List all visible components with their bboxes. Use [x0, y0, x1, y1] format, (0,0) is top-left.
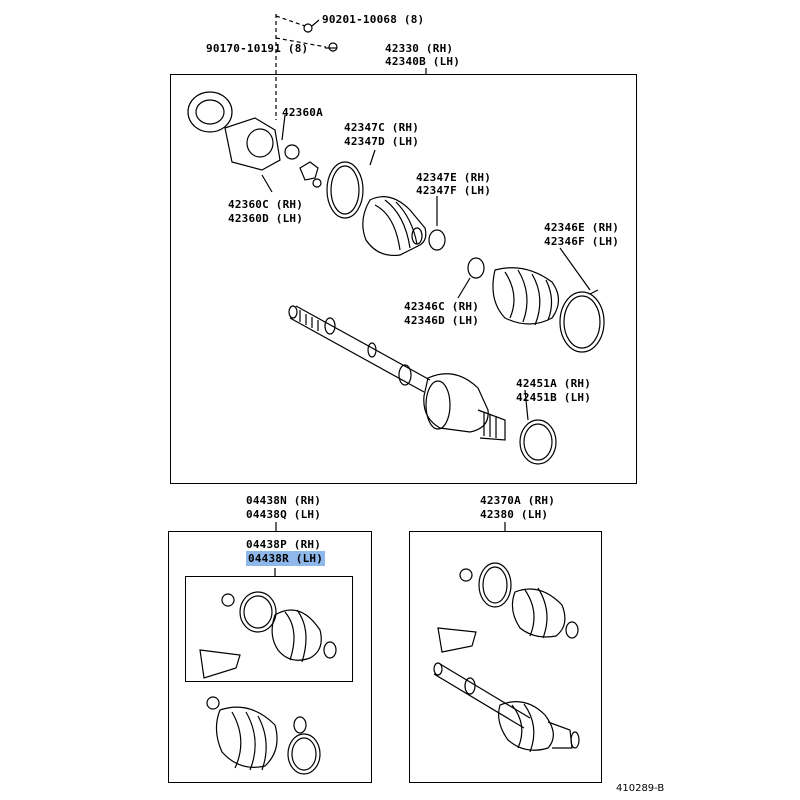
- hub-flange-icon: [188, 92, 232, 132]
- label-nut: 90201-10068 (8): [322, 13, 425, 26]
- label-kit1-rh: 04438N (RH): [246, 494, 322, 507]
- nut-icon: [304, 24, 312, 32]
- label-kit2-rh: 04438P (RH): [246, 538, 322, 551]
- label-band2-lh: 42347F (LH): [416, 184, 492, 197]
- label-band4-lh: 42346D (LH): [404, 314, 480, 327]
- band-clamp-icon: [327, 162, 363, 218]
- label-band1-rh: 42347C (RH): [344, 121, 420, 134]
- label-kit2-lh-highlighted[interactable]: 04438R (LH): [248, 552, 324, 565]
- label-seal-lh: 42451B (LH): [516, 391, 592, 404]
- label-shaft-lh: 42340B (LH): [385, 55, 461, 68]
- label-band4-rh: 42346C (RH): [404, 300, 480, 313]
- label-band3-lh: 42346F (LH): [544, 235, 620, 248]
- seal-icon: [520, 420, 556, 464]
- label-shaft-rh: 42330 (RH): [385, 42, 454, 55]
- label-band2-rh: 42347E (RH): [416, 171, 492, 184]
- figure-id: 410289-B: [616, 783, 665, 794]
- label-band3-rh: 42346E (RH): [544, 221, 620, 234]
- label-cv-rh: 42360C (RH): [228, 198, 304, 211]
- label-washer: 90170-10191 (8): [206, 42, 309, 55]
- label-clip-a: 42360A: [282, 106, 323, 119]
- label-cv-lh: 42360D (LH): [228, 212, 304, 225]
- label-band1-lh: 42347D (LH): [344, 135, 420, 148]
- label-assy-rh: 42370A (RH): [480, 494, 556, 507]
- label-kit1-lh: 04438Q (LH): [246, 508, 322, 521]
- boot-icon: [363, 197, 426, 256]
- label-assy-lh: 42380 (LH): [480, 508, 549, 521]
- label-seal-rh: 42451A (RH): [516, 377, 592, 390]
